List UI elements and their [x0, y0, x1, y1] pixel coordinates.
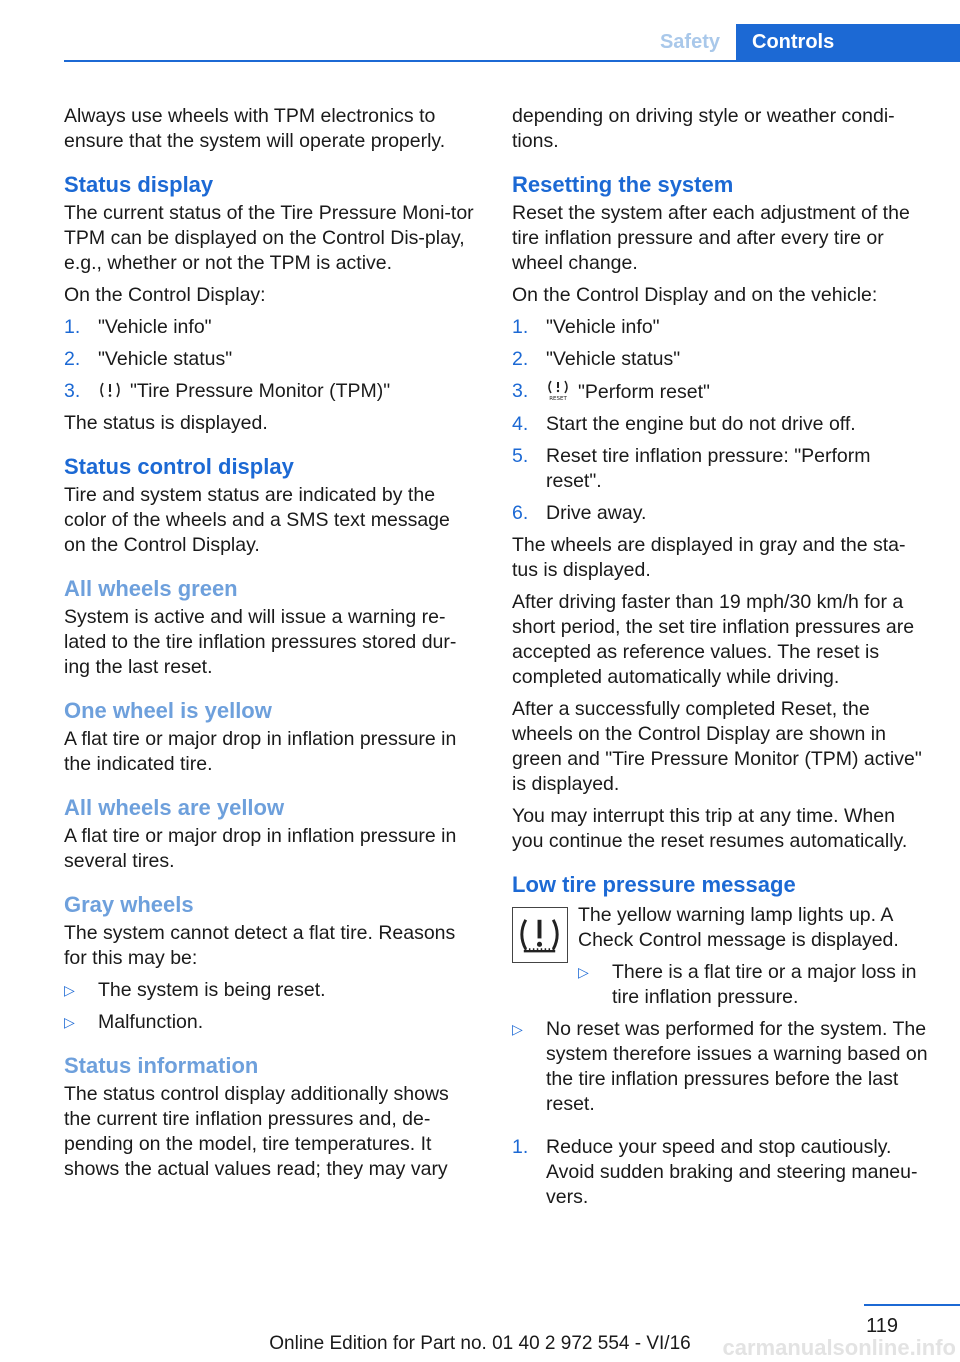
list-item: 5. Reset tire inflation pressure: "Perform reset".	[512, 445, 871, 492]
warning-lamp-causes	[578, 960, 928, 1010]
reset-steps	[512, 315, 928, 526]
continued-text: depending on driving style or weather condi‐tions.	[512, 105, 895, 152]
on-control-display-label: On the Control Display:	[64, 284, 266, 306]
list-item: ▷ No reset was performed for the system. The system therefore issues a warning based on the tire inflation pressures before the last reset.	[512, 1018, 928, 1115]
list-item: ▷ There is a flat tire or a major loss in tire inflation pressure.	[578, 961, 917, 1008]
list-item: 1. Reduce your speed and stop cautiously. Avoid sudden braking and steering maneu‐vers.	[512, 1136, 918, 1208]
list-item: 1. "Vehicle info"	[64, 316, 212, 338]
tpm-reset-icon	[546, 379, 570, 401]
warning-lamp-text: The yellow warning lamp lights up. A Check Control message is displayed.	[578, 904, 899, 951]
left-column	[64, 104, 476, 1189]
status-result-text: The status is displayed.	[64, 412, 268, 434]
list-item: 1. "Vehicle info"	[512, 316, 660, 338]
triangle-bullet-icon: ▷	[64, 982, 75, 998]
one-wheel-yellow-text: A flat tire or major drop in inflation pressure in the indicated tire.	[64, 728, 457, 775]
heading-one-wheel-yellow: One wheel is yellow	[64, 698, 272, 723]
list-item: 2. "Vehicle status"	[64, 348, 233, 370]
watermark: carmanualsonline.info	[722, 1335, 956, 1360]
tpm-warning-icon	[98, 380, 122, 400]
page-number: 119	[866, 1315, 898, 1337]
status-information-text: The status control display additionally shows the current tire inflation pressures and, de‐pending on the model, tire temperatures. It shows the actual values read; they may vary	[64, 1083, 449, 1180]
heading-status-display: Status display	[64, 172, 214, 197]
header-tab-safety: Safety	[659, 31, 720, 53]
list-item: 2. "Vehicle status"	[512, 348, 681, 370]
all-wheels-yellow-text: A flat tire or major drop in inflation pressure in several tires.	[64, 825, 457, 872]
gray-wheels-reasons	[64, 978, 476, 1035]
heading-status-information: Status information	[64, 1053, 259, 1078]
header-tab-controls: Controls	[736, 24, 960, 62]
heading-status-control-display: Status control display	[64, 454, 294, 479]
gray-wheels-text: The system cannot detect a flat tire. Reasons for this may be:	[64, 922, 456, 969]
header-rule	[64, 60, 960, 62]
low-pressure-warning-block	[512, 903, 928, 1010]
triangle-bullet-icon: ▷	[64, 1014, 75, 1030]
status-display-steps	[64, 315, 476, 404]
heading-low-tire-pressure: Low tire pressure message	[512, 872, 796, 897]
list-item: 4. Start the engine but do not drive off.	[512, 413, 856, 435]
svg-text:RESET: RESET	[549, 396, 567, 401]
status-control-display-text: Tire and system status are indicated by the color of the wheels and a SMS text message on the Control Display.	[64, 484, 450, 556]
page-number-rule	[864, 1304, 960, 1306]
footer-edition: Online Edition for Part no. 01 40 2 972 554 - VI/16	[269, 1333, 691, 1354]
list-item: ▷ Malfunction.	[64, 1011, 204, 1033]
status-display-text: The current status of the Tire Pressure Moni‐tor TPM can be displayed on the Control Dis‐play, e.g., whether or not the TPM is active.	[64, 202, 474, 274]
list-item: 3. RESET "Perform reset"	[512, 380, 710, 403]
reset-paragraph-2: After driving faster than 19 mph/30 km/h for a short period, the set tire inflation pressures are accepted as reference values. The reset is completed automatically while driving.	[512, 591, 915, 688]
on-display-vehicle-label: On the Control Display and on the vehicle:	[512, 284, 878, 306]
list-item: 3. "Tire Pressure Monitor (TPM)"	[64, 380, 391, 402]
list-item: ▷ The system is being reset.	[64, 979, 326, 1001]
list-item: 6. Drive away.	[512, 502, 647, 524]
heading-resetting-system: Resetting the system	[512, 172, 734, 197]
reset-paragraph-4: You may interrupt this trip at any time. When you continue the reset resumes automatically.	[512, 805, 908, 852]
triangle-bullet-icon: ▷	[512, 1021, 523, 1037]
heading-all-wheels-green: All wheels green	[64, 576, 238, 601]
all-wheels-green-text: System is active and will issue a warning re‐lated to the tire inflation pressures stored dur‐ing the last reset.	[64, 606, 457, 678]
low-pressure-bullets	[512, 1017, 928, 1210]
reset-paragraph-1: The wheels are displayed in gray and the sta‐tus is displayed.	[512, 534, 906, 581]
heading-gray-wheels: Gray wheels	[64, 892, 194, 917]
tire-pressure-warning-lamp-icon	[512, 907, 568, 963]
reset-paragraph-3: After a successfully completed Reset, the wheels on the Control Display are shown in green and "Tire Pressure Monitor (TPM) active" is displayed.	[512, 698, 922, 795]
intro-text: Always use wheels with TPM electronics to ensure that the system will operate properly.	[64, 105, 446, 152]
triangle-bullet-icon: ▷	[578, 964, 589, 980]
page-header	[64, 24, 960, 62]
heading-all-wheels-yellow: All wheels are yellow	[64, 795, 285, 820]
right-column	[512, 104, 928, 1217]
resetting-text: Reset the system after each adjustment of the tire inflation pressure and after every tire or wheel change.	[512, 202, 910, 274]
